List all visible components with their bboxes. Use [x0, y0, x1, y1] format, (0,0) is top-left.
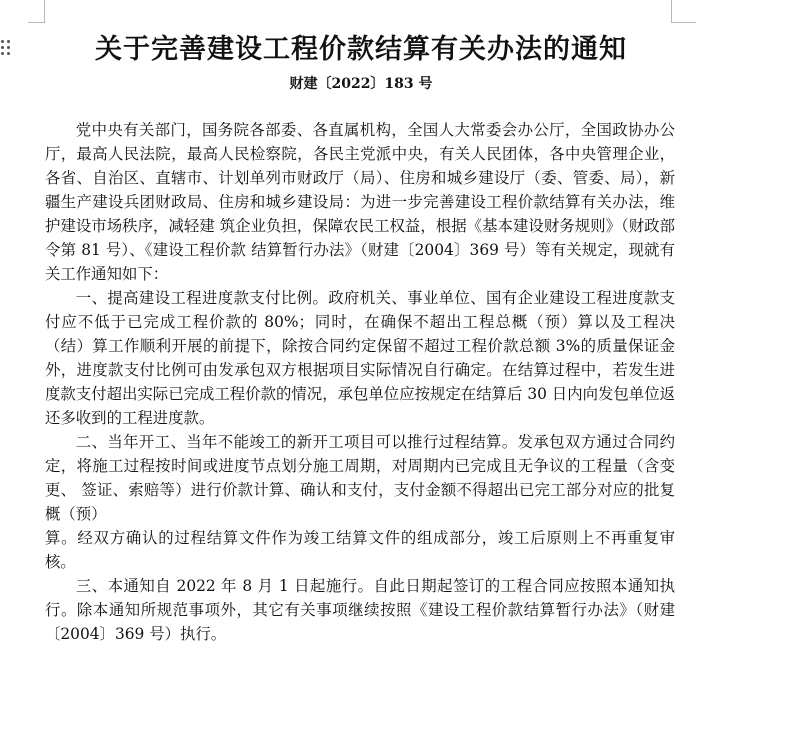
paragraph-item-2: 二、当年开工、当年不能竣工的新开工项目可以推行过程结算。发承包双方通过合同约定，将施工过程按时间或进度节点划分施工周期，对周期内已完成且无争议的工程量（含变更、 签证、索赔等）进行价款计算、确认和支付，支付金额不得超出已完工部分对应的批复概（预）	[45, 433, 675, 523]
document-title: 关于完善建设工程价款结算有关办法的通知	[95, 34, 627, 65]
crop-mark-top-right	[671, 0, 696, 23]
paragraph-item-3: 三、本通知自 2022 年 8 月 1 日起施行。自此日期起签订的工程合同应按照本通知执行。除本通知所规范事项外，其它有关事项继续按照《建设工程价款结算暂行办法》（财建〔2004〕369 号）执行。	[45, 577, 675, 643]
document-number: 财建〔2022〕183 号	[289, 76, 433, 92]
paragraph-item-1: 一、提高建设工程进度款支付比例。政府机关、事业单位、国有企业建设工程进度款支付应不低于已完成工程价款的 80%；同时，在确保不超出工程总概（预）算以及工程决（结）算工作顺利开展的前提下，除按合同约定保留不超过工程价款总额 3%的质量保证金外，进度款支付比例可由发承包双方根据项目实际情况自行确定。在结算过程中，若发生进度款支付超出实际已完成工程价款的情况，承包单位应按规定在结算后 30 日内向发包单位返还多收到的工程进度款。	[45, 289, 675, 427]
document-body	[45, 118, 675, 646]
paragraph-item-2-continued: 算。经双方确认的过程结算文件作为竣工结算文件的组成部分，竣工后原则上不再重复审核。	[45, 529, 675, 571]
crop-mark-top-left	[28, 0, 45, 23]
paragraph-salutation: 党中央有关部门，国务院各部委、各直属机构，全国人大常委会办公厅，全国政协办公厅，最高人民法院，最高人民检察院，各民主党派中央，有关人民团体，各中央管理企业，各省、自治区、直辖市、计划单列市财政厅（局）、住房和城乡建设厅（委、管委、局），新疆生产建设兵团财政局、住房和城乡建设局：为进一步完善建设工程价款结算有关办法，维护建设市场秩序，减轻建 筑企业负担，保障农民工权益，根据《基本建设财务规则》（财政部令第 81 号）、《建设工程价款 结算暂行办法》（财建〔2004〕369 号）等有关规定，现就有关工作通知如下：	[45, 121, 675, 283]
